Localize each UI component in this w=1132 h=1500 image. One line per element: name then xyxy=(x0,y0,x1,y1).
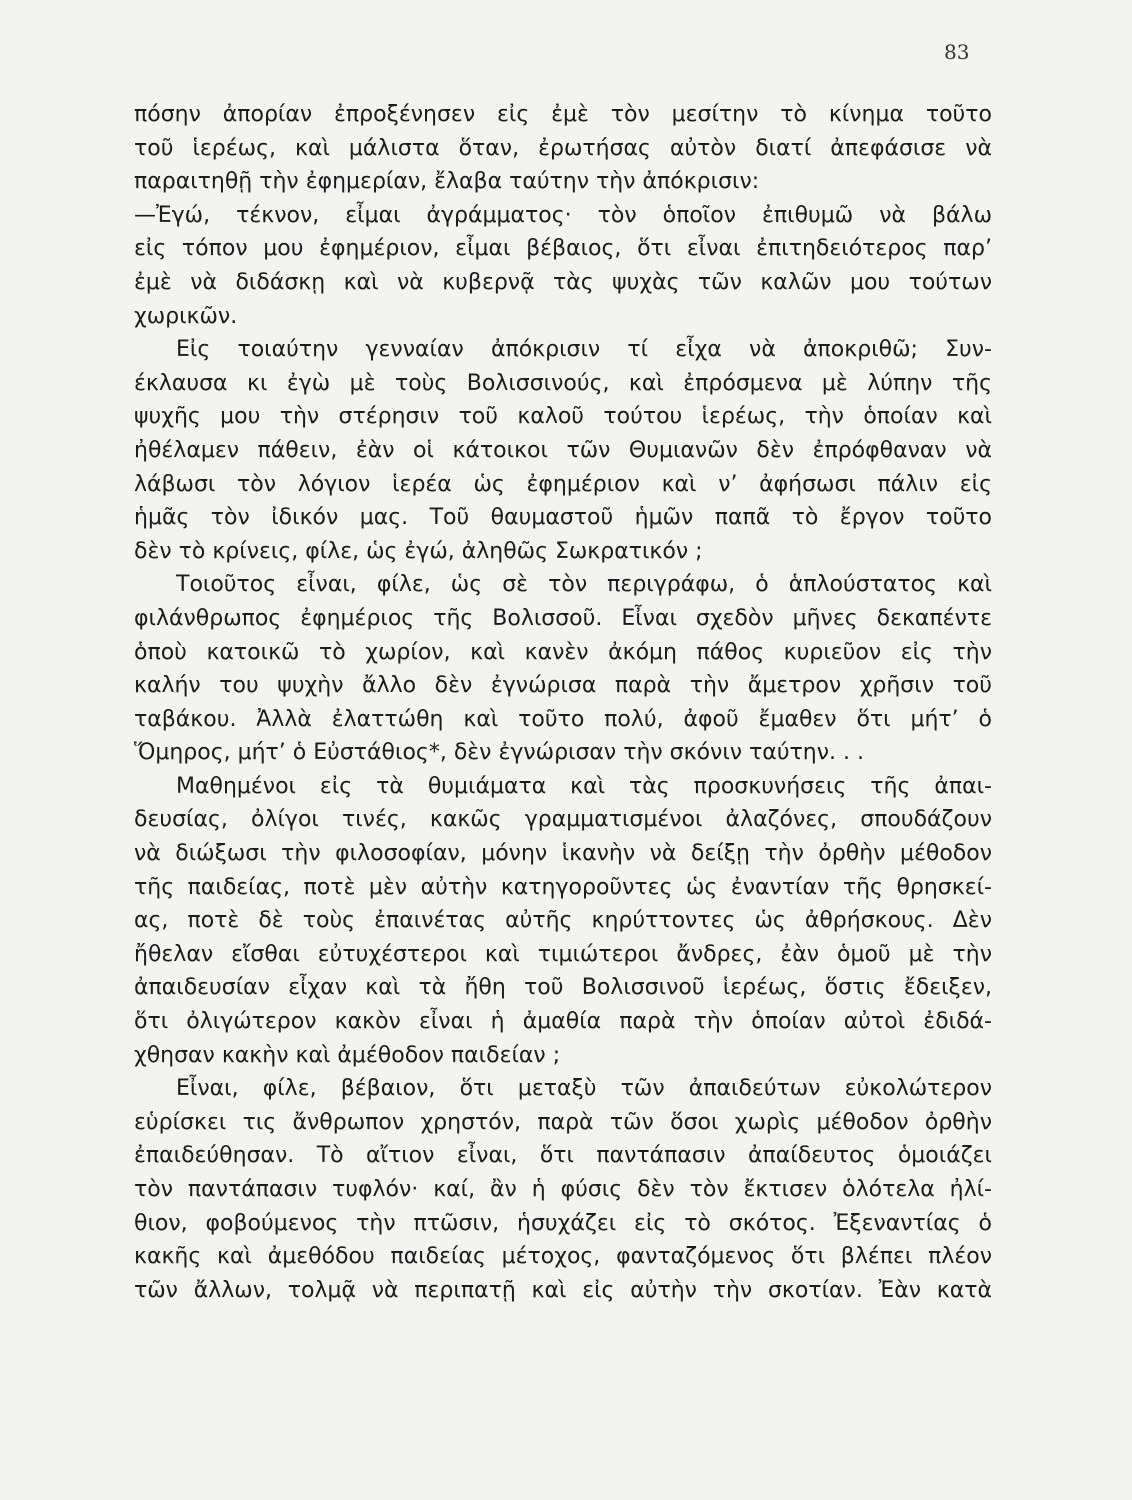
body-text xyxy=(134,98,992,1307)
text-line: δευσίας, ὀλίγοι τινές, κακῶς γραμματισμένοι ἀλαζόνες, σπουδάζουν xyxy=(134,807,992,833)
page-number: 83 xyxy=(944,40,970,64)
text-line: έκλαυσα κι ἐγὼ μὲ τοὺς Βολισσινούς, καὶ ἐπρόσμενα μὲ λύπην τῆς xyxy=(134,370,992,396)
text-line: εὑρίσκει τις ἄνθρωπον χρηστόν, παρὰ τῶν ὅσοι χωρὶς μέθοδον ὀρθὴν xyxy=(134,1109,992,1135)
text-line: ταβάκου. Ἀλλὰ ἐλαττώθη καὶ τοῦτο πολύ, ἀφοῦ ἔμαθεν ὅτι μήτ’ ὁ xyxy=(134,706,992,732)
text-line: τῆς παιδείας, ποτὲ μὲν αὐτὴν κατηγοροῦντες ὡς ἐναντίαν τῆς θρησκεί- xyxy=(134,874,992,900)
text-line: τῶν ἄλλων, τολμᾷ νὰ περιπατῇ καὶ εἰς αὐτὴν τὴν σκοτίαν. Ἐὰν κατὰ xyxy=(134,1277,992,1303)
text-line: ἤθελαν εἴσθαι εὐτυχέστεροι καὶ τιμιώτεροι ἄνδρες, ἐὰν ὁμοῦ μὲ τὴν xyxy=(134,941,992,967)
text-line: Εἶναι, φίλε, βέβαιον, ὅτι μεταξὺ τῶν ἀπαιδεύτων εὐκολώτερον xyxy=(176,1076,992,1102)
text-line: Μαθημένοι εἰς τὰ θυμιάματα καὶ τὰς προσκυνήσεις τῆς ἀπαι- xyxy=(176,773,992,799)
text-line: ας, ποτὲ δὲ τοὺς ἐπαινέτας αὐτῆς κηρύττοντες ὡς ἀθρήσκους. Δὲν xyxy=(134,908,992,934)
text-line: χθησαν κακὴν καὶ ἀμέθοδον παιδείαν ; xyxy=(134,1042,561,1068)
text-line: τὸν παντάπασιν τυφλόν· καί, ἂν ἡ φύσις δὲν τὸν ἔκτισεν ὁλότελα ἠλί- xyxy=(134,1177,992,1202)
text-line: νὰ διώξωσι τὴν φιλοσοφίαν, μόνην ἱκανὴν νὰ δείξῃ τὴν ὀρθὴν μέθοδον xyxy=(134,841,992,867)
text-line: παραιτηθῇ τὴν ἐφημερίαν, ἔλαβα ταύτην τὴν ἀπόκρισιν: xyxy=(134,169,760,195)
text-line: ψυχῆς μου τὴν στέρησιν τοῦ καλοῦ τούτου ἱερέως, τὴν ὁποίαν καὶ xyxy=(134,404,992,430)
text-line: ὁποὺ κατοικῶ τὸ χωρίον, καὶ κανὲν ἀκόμη πάθος κυριεῦον εἰς τὴν xyxy=(134,639,992,665)
text-line: πόσην ἀπορίαν ἐπροξένησεν εἰς ἐμὲ τὸν μεσίτην τὸ κίνημα τοῦτο xyxy=(134,102,992,127)
text-line: θιον, φοβούμενος τὴν πτῶσιν, ἡσυχάζει εἰς τὸ σκότος. Ἐξεναντίας ὁ xyxy=(134,1210,992,1236)
text-line: εἰς τόπον μου ἐφημέριον, εἶμαι βέβαιος, ὅτι εἶναι ἐπιτηδειότερος παρ’ xyxy=(134,236,992,262)
text-line: Εἰς τοιαύτην γενναίαν ἀπόκρισιν τί εἶχα νὰ ἀποκριθῶ; Συν- xyxy=(176,337,992,363)
text-line: Τοιοῦτος εἶναι, φίλε, ὡς σὲ τὸν περιγράφω, ὁ ἁπλούστατος καὶ xyxy=(176,572,992,598)
text-line: φιλάνθρωπος ἐφημέριος τῆς Βολισσοῦ. Εἶναι σχεδὸν μῆνες δεκαπέντε xyxy=(134,605,992,631)
text-line: καλήν του ψυχὴν ἄλλο δὲν ἐγνώρισα παρὰ τὴν ἄμετρον χρῆσιν τοῦ xyxy=(134,673,992,699)
text-line: ἐμὲ νὰ διδάσκῃ καὶ νὰ κυβερνᾷ τὰς ψυχὰς τῶν καλῶν μου τούτων xyxy=(134,269,992,295)
text-line: ὅτι ὀλιγώτερον κακὸν εἶναι ἡ ἀμαθία παρὰ τὴν ὁποίαν αὐτοὶ ἐδιδά- xyxy=(134,1009,992,1035)
text-line: ἀπαιδευσίαν εἶχαν καὶ τὰ ἤθη τοῦ Βολισσινοῦ ἱερέως, ὅστις ἔδειξεν, xyxy=(134,975,992,1001)
text-line: ἠθέλαμεν πάθειν, ἐὰν οἱ κάτοικοι τῶν Θυμιανῶν δὲν ἐπρόφθαναν νὰ xyxy=(134,437,992,463)
text-line: ἐπαιδεύθησαν. Τὸ αἴτιον εἶναι, ὅτι παντάπασιν ἀπαίδευτος ὁμοιάζει xyxy=(134,1143,992,1169)
text-line: δὲν τὸ κρίνεις, φίλε, ὡς ἐγώ, ἀληθῶς Σωκρατικόν ; xyxy=(134,538,703,564)
text-line: χωρικῶν. xyxy=(134,303,238,329)
text-line: —Ἐγώ, τέκνον, εἶμαι ἀγράμματος· τὸν ὁποῖον ἐπιθυμῶ νὰ βάλω xyxy=(134,202,992,228)
text-line: κακῆς καὶ ἀμεθόδου παιδείας μέτοχος, φανταζόμενος ὅτι βλέπει πλέον xyxy=(134,1244,992,1270)
text-line: ἡμᾶς τὸν ἰδικόν μας. Τοῦ θαυμαστοῦ ἡμῶν παπᾶ τὸ ἔργον τοῦτο xyxy=(134,505,992,531)
text-line: λάβωσι τὸν λόγιον ἱερέα ὡς ἐφημέριον καὶ ν’ ἀφήσωσι πάλιν εἰς xyxy=(134,471,992,497)
text-line: τοῦ ἱερέως, καὶ μάλιστα ὅταν, ἐρωτήσας αὐτὸν διατί ἀπεφάσισε νὰ xyxy=(134,135,992,161)
text-line: Ὅμηρος, μήτ’ ὁ Εὐστάθιος*, δὲν ἐγνώρισαν τὴν σκόνιν ταύτην. . . xyxy=(134,740,864,766)
